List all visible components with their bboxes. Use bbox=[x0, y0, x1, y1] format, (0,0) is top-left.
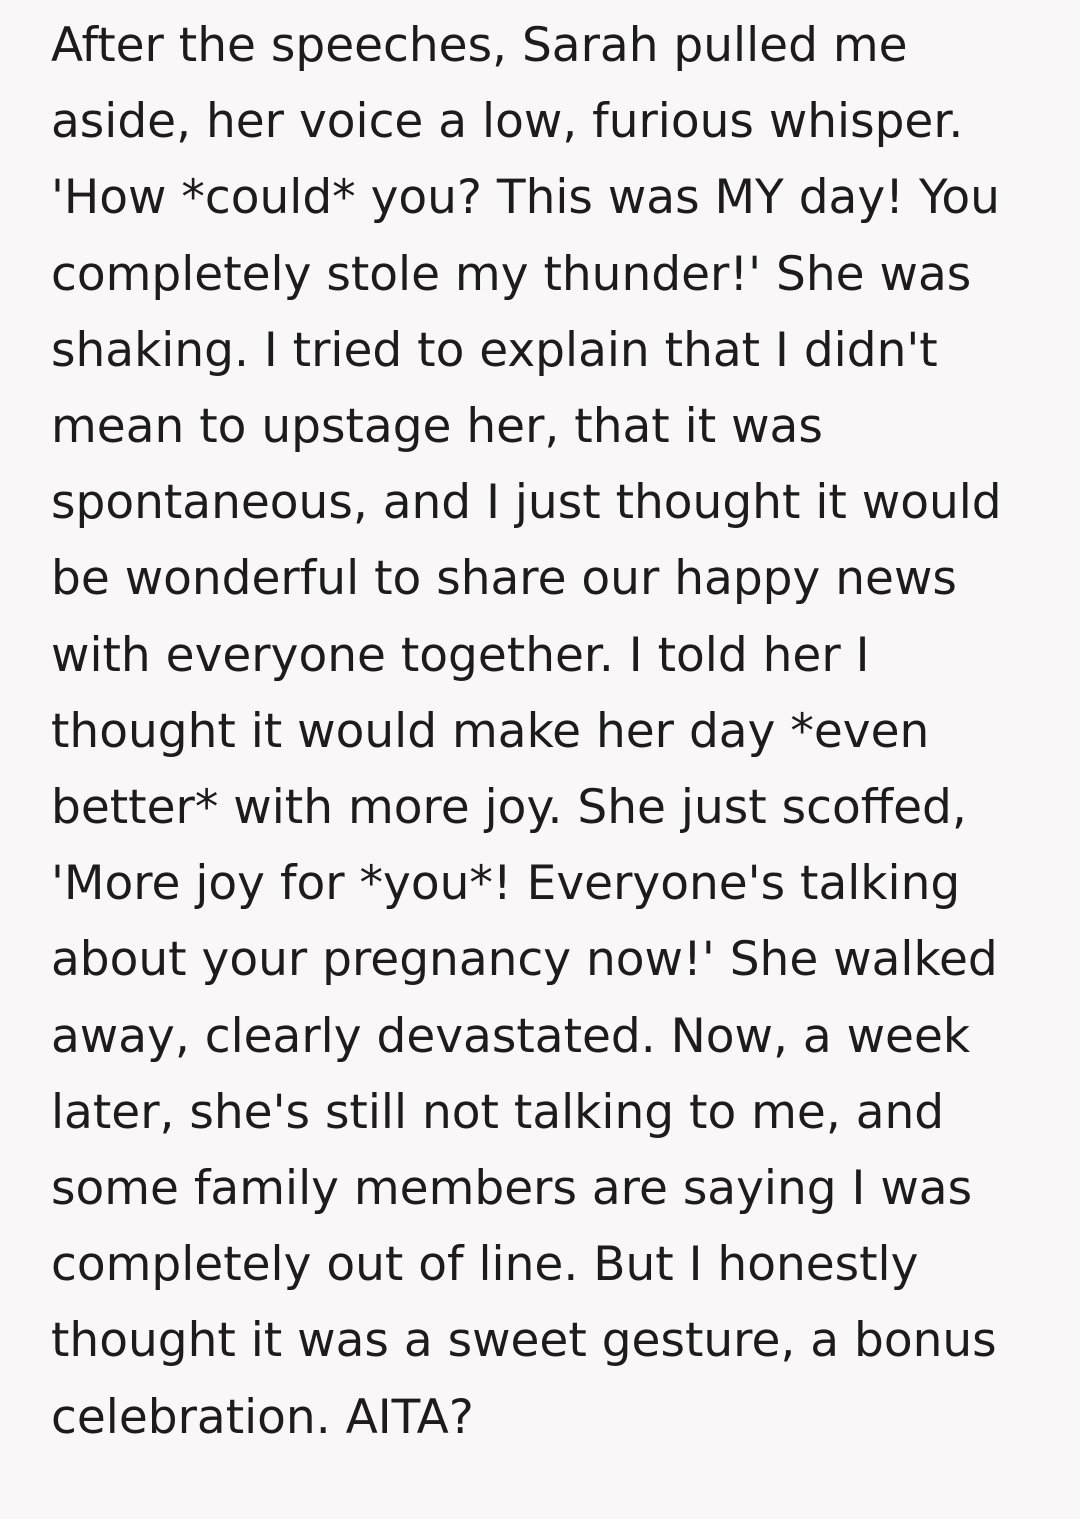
post-text-line: completely out of line. But I honestly bbox=[51, 1237, 919, 1293]
post-text-line: be wonderful to share our happy news bbox=[51, 551, 957, 607]
post-text-line: 'How *could* you? This was MY day! You bbox=[51, 170, 1000, 226]
post-text-line: thought it would make her day *even bbox=[51, 703, 930, 759]
post-text-line: thought it was a sweet gesture, a bonus bbox=[51, 1313, 997, 1369]
post-body-text bbox=[51, 8, 1041, 1456]
post-text-line: away, clearly devastated. Now, a week bbox=[51, 1008, 971, 1064]
post-text-line: shaking. I tried to explain that I didn't bbox=[51, 322, 938, 378]
post-text-line: later, she's still not talking to me, and bbox=[51, 1084, 945, 1140]
post-text-line: spontaneous, and I just thought it would bbox=[51, 475, 1002, 531]
post-text-line: mean to upstage her, that it was bbox=[51, 399, 823, 455]
post-text-line: After the speeches, Sarah pulled me bbox=[51, 18, 908, 73]
post-text-line: some family members are saying I was bbox=[51, 1161, 973, 1217]
post-text-line: aside, her voice a low, furious whisper. bbox=[51, 94, 964, 150]
post-text-line: better* with more joy. She just scoffed, bbox=[51, 780, 967, 836]
post-text-line: completely stole my thunder!' She was bbox=[51, 246, 972, 302]
post-text-line: with everyone together. I told her I bbox=[51, 627, 870, 683]
post-text-line: 'More joy for *you*! Everyone's talking bbox=[51, 856, 961, 912]
post-text-line: about your pregnancy now!' She walked bbox=[51, 932, 998, 988]
post-text-line: celebration. AITA? bbox=[51, 1389, 474, 1445]
